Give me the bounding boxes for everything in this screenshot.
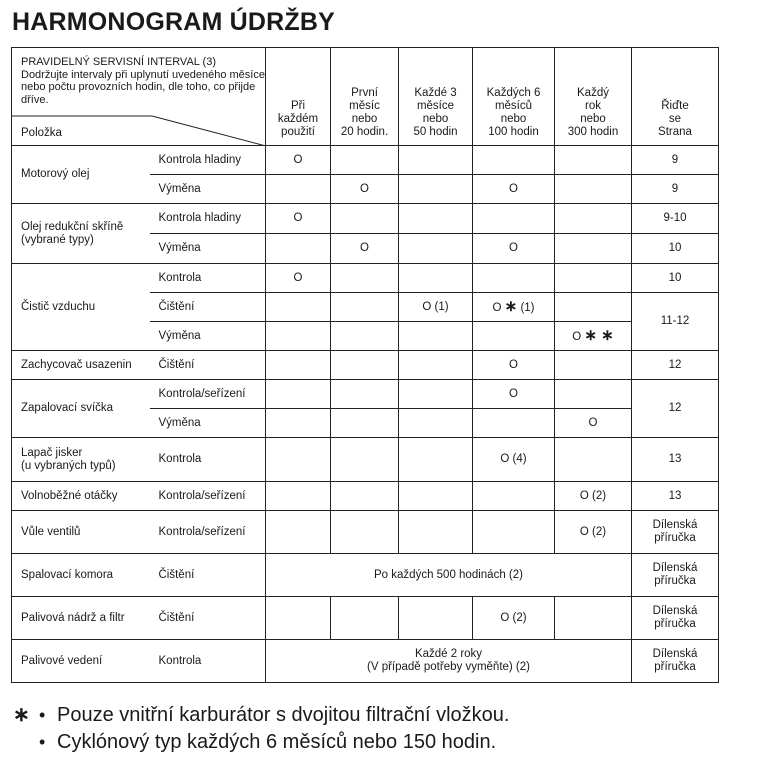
- mark-cell: O: [266, 264, 331, 293]
- page-cell: 9: [632, 146, 719, 175]
- item-valve-clearance: Vůle ventilů: [12, 511, 150, 554]
- footnote-text: Cyklónový typ každých 6 měsíců nebo 150 hodin.: [57, 731, 497, 753]
- mark-cell: O: [555, 409, 632, 438]
- page-cell: 11-12: [632, 293, 719, 351]
- footnote-line: [13, 702, 509, 729]
- action-cell: Kontrola hladiny: [150, 204, 266, 234]
- bullet-icon: •: [39, 705, 46, 725]
- star-icon: ∗: [13, 704, 30, 726]
- footnotes: [13, 702, 509, 756]
- item-sediment-cup: Zachycovač usazenin: [12, 351, 150, 380]
- table-row: [12, 351, 719, 380]
- mark-cell: O: [266, 146, 331, 175]
- action-cell: Kontrola/seřízení: [150, 482, 266, 511]
- action-cell: Čištění: [150, 554, 266, 597]
- col-header-every-year: Každý rok nebo 300 hodin: [555, 48, 632, 146]
- item-fuel-tank-filter: Palivová nádrž a filtr: [12, 597, 150, 640]
- action-cell: Kontrola/seřízení: [150, 380, 266, 409]
- table-row: [12, 482, 719, 511]
- action-cell: Kontrola: [150, 438, 266, 482]
- action-cell: Kontrola: [150, 264, 266, 293]
- span-cell: Po každých 500 hodinách (2): [266, 554, 632, 597]
- star-icon: ∗ ∗: [584, 326, 614, 344]
- mark-cell: O: [473, 175, 555, 204]
- table-row: [12, 438, 719, 482]
- page-cell: 12: [632, 380, 719, 438]
- interval-title: PRAVIDELNÝ SERVISNÍ INTERVAL (3): [21, 56, 217, 68]
- mark-cell: O: [266, 204, 331, 234]
- table-row: [12, 597, 719, 640]
- mark-cell: O (1): [399, 293, 473, 322]
- action-cell: Výměna: [150, 409, 266, 438]
- footnote-line: [13, 729, 509, 756]
- table-row: [12, 640, 719, 683]
- action-cell: Kontrola/seřízení: [150, 511, 266, 554]
- table-row: [12, 380, 719, 409]
- col-header-page: Řiďte se Strana: [632, 48, 719, 146]
- interval-text: Dodržujte intervaly při uplynutí uvedeného měsíce nebo počtu provozních hodin, dle toho, co přijde dříve.: [21, 68, 265, 106]
- mark-cell: O: [473, 234, 555, 264]
- action-cell: Čištění: [150, 293, 266, 322]
- mark-cell: O: [473, 380, 555, 409]
- item-fuel-line: Palivové vedení: [12, 640, 150, 683]
- col-header-first-month: První měsíc nebo 20 hodin.: [331, 48, 399, 146]
- mark-cell: O: [331, 234, 399, 264]
- action-cell: Výměna: [150, 322, 266, 351]
- table-row: [12, 204, 719, 234]
- page-cell: 9-10: [632, 204, 719, 234]
- action-cell: Výměna: [150, 234, 266, 264]
- mark-o: O: [492, 301, 502, 314]
- table-row: [12, 511, 719, 554]
- col-header-every-6-months: Každých 6 měsíců nebo 100 hodin: [473, 48, 555, 146]
- header-row: [12, 48, 719, 146]
- item-engine-oil: Motorový olej: [12, 146, 150, 204]
- action-cell: Kontrola hladiny: [150, 146, 266, 175]
- mark-cell: O (4): [473, 438, 555, 482]
- item-idle-speed: Volnoběžné otáčky: [12, 482, 150, 511]
- mark-note: (1): [520, 301, 535, 314]
- star-icon: ∗: [504, 297, 518, 315]
- action-cell: Kontrola: [150, 640, 266, 683]
- item-combustion-chamber: Spalovací komora: [12, 554, 150, 597]
- item-gear-oil: Olej redukční skříně (vybrané typy): [12, 204, 150, 264]
- mark-cell: O: [473, 351, 555, 380]
- action-cell: Čištění: [150, 351, 266, 380]
- mark-o: O: [572, 330, 582, 343]
- mark-cell: [555, 322, 632, 351]
- page-cell: 10: [632, 234, 719, 264]
- page-cell: Dílenská příručka: [632, 640, 719, 683]
- span-cell: Každé 2 roky (V případě potřeby vyměňte) (2): [266, 640, 632, 683]
- table-row: [12, 146, 719, 175]
- page-cell: 13: [632, 438, 719, 482]
- table-row: [12, 554, 719, 597]
- mark-cell: O (2): [473, 597, 555, 640]
- page-cell: 12: [632, 351, 719, 380]
- page-cell: 10: [632, 264, 719, 293]
- mark-cell: [473, 293, 555, 322]
- page-title: HARMONOGRAM ÚDRŽBY: [12, 8, 336, 36]
- item-column-label: Položka: [21, 127, 62, 139]
- item-air-cleaner: Čistič vzduchu: [12, 264, 150, 351]
- page-cell: 13: [632, 482, 719, 511]
- col-header-every-3-months: Každé 3 měsíce nebo 50 hodin: [399, 48, 473, 146]
- mark-cell: O (2): [555, 511, 632, 554]
- page-cell: Dílenská příručka: [632, 597, 719, 640]
- action-cell: Výměna: [150, 175, 266, 204]
- mark-cell: O: [331, 175, 399, 204]
- col-header-each-use: Při každém použití: [266, 48, 331, 146]
- header-corner-cell: [12, 48, 266, 146]
- maintenance-schedule-table: [11, 47, 719, 683]
- interval-description: [21, 56, 266, 106]
- mark-cell: O (2): [555, 482, 632, 511]
- action-cell: Čištění: [150, 597, 266, 640]
- page-cell: Dílenská příručka: [632, 554, 719, 597]
- page-cell: Dílenská příručka: [632, 511, 719, 554]
- item-spark-arrester: Lapač jisker (u vybraných typů): [12, 438, 150, 482]
- item-spark-plug: Zapalovací svíčka: [12, 380, 150, 438]
- page-cell: 9: [632, 175, 719, 204]
- footnote-text: Pouze vnitřní karburátor s dvojitou filtrační vložkou.: [57, 704, 510, 726]
- table-row: [12, 264, 719, 293]
- bullet-icon: •: [39, 732, 46, 752]
